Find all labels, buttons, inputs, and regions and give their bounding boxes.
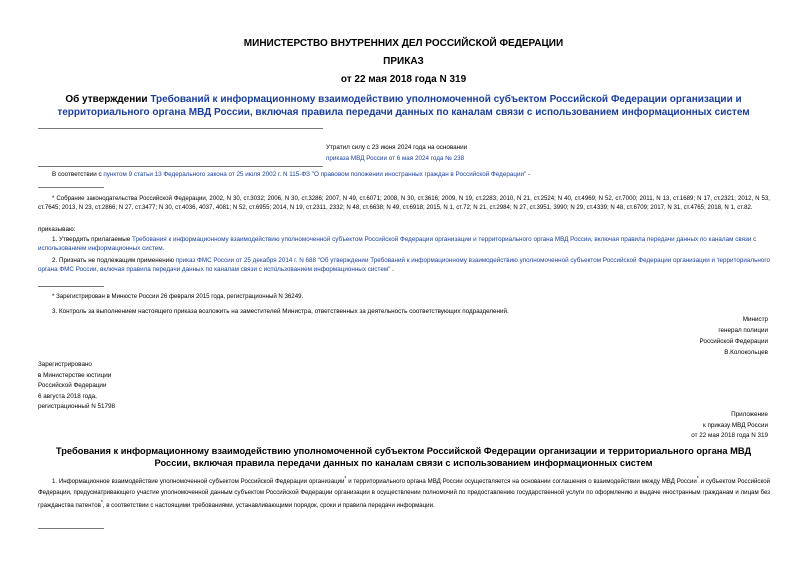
signature-name: В.Колокольцев	[724, 349, 768, 356]
annex-p1-part3: и субъектом Российской Федерации, предусматривающего участие уполномоченной данным субъектом Российской Федерации организации в осуществлении полномочий по предоставлению государственной услуги по оформлению и выдаче иностранным гражданам и лицам без гражданства патентов	[38, 478, 770, 510]
registration-block	[38, 360, 115, 413]
order-date: от 22 мая 2018 года N 319	[340, 74, 467, 85]
annex-p1-part1: 1. Информационное взаимодействие уполномоченной субъектом Российской Федерации организации	[52, 478, 345, 486]
footnote-marker: *	[696, 476, 699, 482]
annex-p1-part4: , в соответствии с настоящими требованиями, устанавливающими порядок, сроки и правила передачи информации.	[102, 502, 435, 510]
divider	[38, 166, 323, 167]
registration-line1: Зарегистрировано	[38, 361, 92, 368]
lost-force-link[interactable]: приказа МВД России от 6 мая 2024 года № 238	[326, 155, 465, 162]
footnote-2-text: Зарегистрирован в Минюсте России 26 февраля 2015 года, регистрационный N 36249.	[56, 293, 304, 300]
footnote-divider	[38, 187, 104, 188]
footnote-marker: *	[52, 195, 55, 202]
ministry-heading: МИНИСТЕРСТВО ВНУТРЕННИХ ДЕЛ РОССИЙСКОЙ ФЕДЕРАЦИИ	[243, 38, 564, 49]
registration-line3: Российской Федерации	[38, 382, 107, 389]
divider	[38, 128, 323, 129]
orders-label: приказываю:	[38, 226, 76, 233]
annex-line2: к приказу МВД России	[702, 421, 768, 429]
annex-line3: от 22 мая 2018 года N 319	[691, 432, 768, 439]
lost-force-line1: Утратил силу с 23 июня 2024 года на основании	[326, 144, 468, 151]
annex-block	[560, 410, 768, 442]
footnote-1-text: Собрание законодательства Российской Федерации, 2002, N 30, ст.3032; 2006, N 30, ст.3286; 2007, N 49, ст.6071; 2008, N 30, ст.3616; 2009, N 19, ст.2283; 2010, N 21, ст.2524; N 40, ст.4969; N 52, ст.7000; 2011, N 13, ст.1689; N 17, ст.2321; 2012, N 53, ст.7645; 2013, N 23, ст.2866; N 27, ст.3477; N 30, ст.4036, 4037, 4081; N 52, ст.6955; 2014, N 19, ст.2311, 2332; N 48, ст.6638; N 49, ст.6918; 2015, N 1, ст.72; N 21, ст.2984; N 27, ст.3951, 3990; N 29, ст.4339; N 48, ст.6709; 2017, N 31, ст.4765; 2018, N 1, ст.82.	[38, 195, 770, 211]
signature-line3: Российской Федерации	[699, 338, 768, 345]
signature-line1: Министр	[742, 316, 768, 323]
preamble-prefix: В соответствии с	[52, 171, 104, 178]
item-2-suffix: .	[390, 266, 394, 273]
item-1-link[interactable]: Требования к информационному взаимодействию уполномоченной субъектом Российской Федерации организации и территориального органа МВД России, включая правила передачи данных по каналам связи с использованием информационных систем	[38, 236, 757, 252]
registration-line4: 6 августа 2018 года,	[38, 392, 97, 400]
footnote-divider	[38, 286, 104, 287]
annex-title: Требования к информационному взаимодействию уполномоченной субъектом Российской Федерации организации и территориального органа МВД России, включая правила передачи данных по каналам связи с использованием информационных систем	[55, 446, 752, 468]
registration-line5: регистрационный N 51798	[38, 403, 116, 410]
document-title	[30, 93, 777, 119]
footnote-1	[38, 194, 770, 212]
item-1-suffix: .	[162, 245, 165, 252]
item-1	[38, 235, 770, 253]
footnote-marker: *	[344, 476, 347, 482]
preamble-suffix: -	[526, 171, 531, 178]
title-link[interactable]: Требований к информационному взаимодействию уполномоченной субъектом Российской Федерации организации и территориального органа МВД России, включая правила передачи данных по каналам связи с использованием информационных систем	[57, 94, 750, 118]
item-2-prefix: 2. Признать не подлежащим применению	[52, 257, 176, 264]
annex-paragraph-1	[38, 474, 770, 512]
footnote-marker: *	[100, 500, 103, 507]
footnote-divider	[38, 528, 104, 529]
registration-line2: в Министерстве юстиции	[38, 371, 112, 379]
preamble	[52, 170, 772, 179]
footnote-2	[52, 292, 752, 301]
annex-p1-part2: и территориального органа МВД России осуществляется на основании соглашения о взаимодействии между МВД России	[346, 478, 697, 486]
annex-line1: Приложение	[731, 411, 768, 418]
item-2	[38, 256, 770, 274]
item-1-prefix: 1. Утвердить прилагаемые	[52, 236, 132, 243]
signature-line2: генерал полиции	[718, 327, 768, 334]
item-2-link[interactable]: приказ ФМС России от 25 декабря 2014 г. N 688 "Об утверждении Требований к информационному взаимодействию уполномоченной субъектом Российской Федерации организации и территориального органа ФМС России, включая правила передачи данных по каналам связи с использованием информационных систем"	[38, 257, 771, 273]
item-3: 3. Контроль за выполнением настоящего приказа возложить на заместителей Министра, ответственных за деятельность соответствующих подразделений.	[52, 308, 509, 315]
title-prefix: Об утверждении	[65, 94, 151, 105]
signature-block	[560, 314, 768, 358]
preamble-link[interactable]: пунктом 9 статьи 13 Федерального закона от 25 июля 2002 г. N 115-ФЗ "О правовом положении иностранных граждан в Российской Федерации"	[103, 171, 527, 178]
footnote-marker: *	[52, 293, 55, 300]
lost-force-note	[326, 143, 467, 163]
order-heading: ПРИКАЗ	[383, 56, 424, 67]
